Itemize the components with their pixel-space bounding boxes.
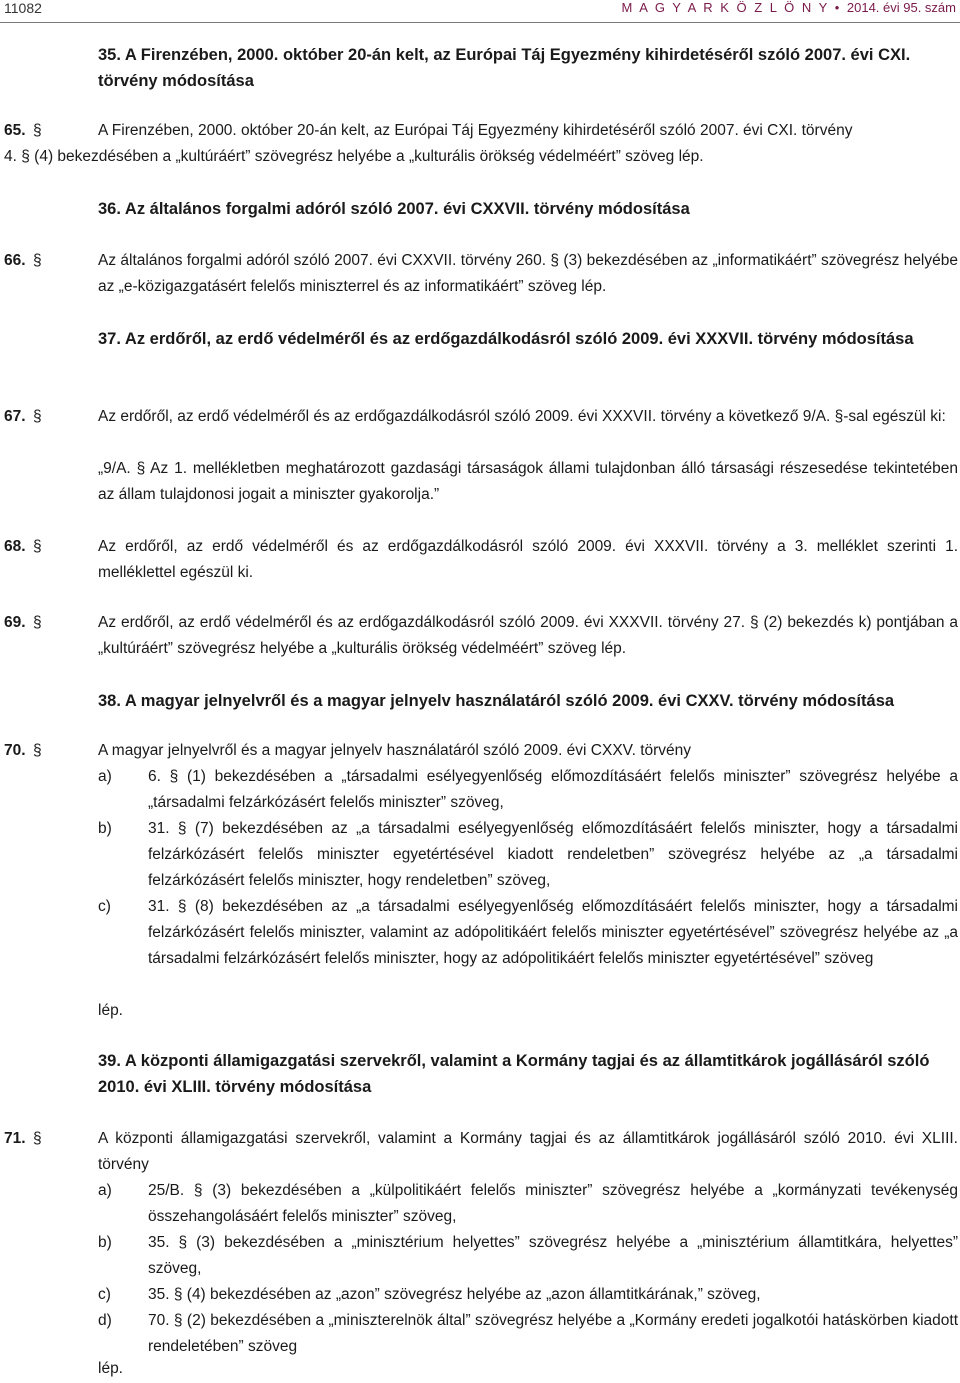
point-text-71b: 35. § (3) bekezdésében a „minisztérium helyettes” szövegrész helyébe a „minisztérium államtitkára, helyettes” szöveg,: [148, 1234, 958, 1277]
section-heading-37: 37. Az erdőről, az erdő védelméről és az erdőgazdálkodásról szóló 2009. évi XXXVII. törvény módosítása: [98, 330, 914, 348]
closing-word-71: lép.: [98, 1360, 123, 1377]
journal-title: [622, 0, 956, 15]
point-label-70a: a): [98, 768, 112, 785]
closing-word-70: lép.: [98, 1002, 123, 1019]
item-number-68: 68.: [4, 538, 26, 555]
item-number-70: 70.: [4, 742, 26, 759]
item-text-66: Az általános forgalmi adóról szóló 2007. évi CXXVII. törvény 260. § (3) bekezdésében az „informatikáért” szövegrész helyébe az „e-közigazgatásért felelős miniszterrel és az informatikáért” szöveg lép.: [98, 252, 958, 295]
inserted-provision-9a: „9/A. § Az 1. mellékletben meghatározott gazdasági társaságok állami tulajdonban álló társasági részesedése tekintetében az állam tulajdonosi jogait a miniszter gyakorolja.”: [98, 460, 958, 503]
item-text-69: Az erdőről, az erdő védelméről és az erdőgazdálkodásról szóló 2009. évi XXXVII. törvény 27. § (2) bekezdés k) pontjában a „kultúráért” szövegrész helyébe a „kulturális örökség védelméért” szöveg lép.: [98, 614, 958, 657]
page-number: 11082: [4, 0, 42, 16]
point-text-71c: 35. § (4) bekezdésében az „azon” szövegrész helyébe az „azon államtitkárának,” szöveg,: [148, 1286, 761, 1303]
section-heading-38: 38. A magyar jelnyelvről és a magyar jelnyelv használatáról szóló 2009. évi CXXV. törvény módosítása: [98, 692, 895, 710]
item-number-71: 71.: [4, 1130, 26, 1147]
item-text-71: A központi államigazgatási szervekről, valamint a Kormány tagjai és az államtitkárok jogállásáról szóló 2010. évi XLIII. törvény: [98, 1130, 958, 1173]
paragraph-sign-68: §: [33, 538, 42, 555]
point-label-70b: b): [98, 820, 112, 837]
point-label-70c: c): [98, 898, 111, 915]
header-divider: [0, 22, 960, 23]
paragraph-sign-71: §: [33, 1130, 42, 1147]
paragraph-sign-70: §: [33, 742, 42, 759]
point-label-71d: d): [98, 1312, 112, 1329]
item-number-66: 66.: [4, 252, 26, 269]
item-text-67: Az erdőről, az erdő védelméről és az erdőgazdálkodásról szóló 2009. évi XXXVII. törvény a következő 9/A. §-sal egészül ki:: [98, 408, 946, 425]
paragraph-sign-67: §: [33, 408, 42, 425]
journal-name: M A G Y A R K Ö Z L Ö N Y: [621, 0, 830, 15]
point-label-71b: b): [98, 1234, 112, 1251]
item-text-68: Az erdőről, az erdő védelméről és az erdőgazdálkodásról szóló 2009. évi XXXVII. törvény a 3. melléklet szerinti 1. melléklettel egészül ki.: [98, 538, 958, 581]
section-heading-35: 35. A Firenzében, 2000. október 20-án kelt, az Európai Táj Egyezmény kihirdetéséről szóló 2007. évi CXI. törvény módosítása: [98, 46, 911, 90]
item-text-65: A Firenzében, 2000. október 20-án kelt, az Európai Táj Egyezmény kihirdetéséről szóló 2007. évi CXI. törvény: [98, 122, 853, 139]
section-heading-36: 36. Az általános forgalmi adóról szóló 2007. évi CXXVII. törvény módosítása: [98, 200, 690, 218]
point-label-71a: a): [98, 1182, 112, 1199]
paragraph-sign-66: §: [33, 252, 42, 269]
issue-number: 2014. évi 95. szám: [846, 0, 956, 15]
point-text-70c: 31. § (8) bekezdésében az „a társadalmi esélyegyenlőség előmozdításáért felelős miniszter, hogy a társadalmi felzárkózásért felelős miniszter, valamint az adópolitikáért felelős miniszter egyetértésével” szövegrész helyébe az „a társadalmi felzárkózásért felelős miniszter, hogy az adópolitikáért felelős miniszter egyetértésével” szöveg: [148, 898, 958, 967]
header-bullet: •: [834, 0, 842, 15]
point-label-71c: c): [98, 1286, 111, 1303]
item-text-70: A magyar jelnyelvről és a magyar jelnyelv használatáról szóló 2009. évi CXXV. törvény: [98, 742, 692, 759]
paragraph-sign-65: §: [33, 122, 42, 139]
paragraph-sign-69: §: [33, 614, 42, 631]
section-heading-39: 39. A központi államigazgatási szervekről, valamint a Kormány tagjai és az államtitkárok jogállásáról szóló 2010. évi XLIII. törvény módosítása: [98, 1052, 930, 1096]
item-number-67: 67.: [4, 408, 26, 425]
item-number-69: 69.: [4, 614, 26, 631]
item-number-65: 65.: [4, 122, 26, 139]
point-text-70b: 31. § (7) bekezdésében az „a társadalmi esélyegyenlőség előmozdításáért felelős miniszter, hogy a társadalmi felzárkózásért felelős miniszter egyetértésével kiadott rendeletben” szövegrész helyébe az „a társadalmi felzárkózásért felelős miniszter, hogy rendeletben” szöveg,: [148, 820, 958, 889]
point-text-71d: 70. § (2) bekezdésében a „miniszterelnök által” szövegrész helyébe a „Kormány eredeti jogalkotói hatáskörben kiadott rendeletében” szöveg: [148, 1312, 958, 1355]
point-text-70a: 6. § (1) bekezdésében a „társadalmi esélyegyenlőség előmozdításáért felelős miniszter” szövegrész helyébe a „társadalmi felzárkózásért felelős miniszter” szöveg,: [148, 768, 958, 811]
item-text-65-continued: 4. § (4) bekezdésében a „kultúráért” szövegrész helyébe a „kulturális örökség védelméért” szöveg lép.: [4, 148, 704, 165]
point-text-71a: 25/B. § (3) bekezdésében a „külpolitikáért felelős miniszter” szövegrész helyébe a „kormányzati tevékenység összehangolásáért felelős miniszter” szöveg,: [148, 1182, 958, 1225]
